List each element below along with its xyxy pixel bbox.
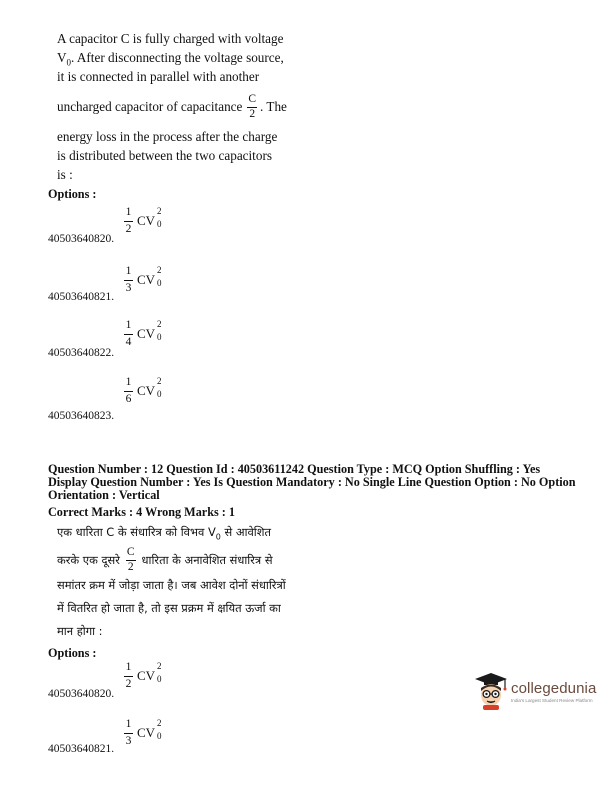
hindi-line-2: [57, 547, 273, 573]
option-fraction: [124, 719, 133, 747]
logo-name: collegedunia: [511, 679, 597, 697]
collegedunia-logo: [474, 672, 596, 710]
option-fraction-numerator: 1: [125, 376, 132, 388]
question-meta-line-1: Question Number : 12 Question Id : 40503611242 Question Type : MCQ Option Shuffling : Yes: [48, 462, 541, 476]
option-fraction-denominator: 3: [125, 734, 132, 747]
question-line-2: [57, 50, 284, 68]
option-expression-text: CV: [137, 272, 156, 287]
option-expression-text: CV: [137, 725, 156, 740]
option-id: 40503640822.: [48, 347, 115, 359]
option-subscript: 0: [157, 731, 162, 741]
option-superscript: 2: [157, 661, 162, 671]
question-line-3: it is connected in parallel with another: [57, 69, 260, 84]
option-fraction-numerator: 1: [125, 718, 132, 730]
option-superscript: 2: [157, 265, 162, 275]
question-line-4-end: . The: [260, 99, 287, 114]
question-line-4: [57, 94, 287, 120]
hindi-line-3: समांतर क्रम में जोड़ा जाता है। जब आवेश दोनों संधारित्रों: [57, 578, 286, 592]
hindi-fraction-denominator: 2: [127, 560, 134, 573]
fraction-denominator: 2: [249, 107, 256, 120]
question-meta-line-3: Orientation : Vertical: [48, 488, 160, 502]
logo-tagline: India's Largest Student Review Platform: [511, 697, 593, 703]
capacitance-fraction: [247, 94, 257, 120]
option-expression: [137, 206, 165, 229]
option-fraction-numerator: 1: [125, 265, 132, 277]
option-fraction-denominator: 2: [125, 677, 132, 690]
option-id: 40503640823.: [48, 410, 115, 422]
option-expression-text: CV: [137, 326, 156, 341]
option-expression: [137, 319, 165, 342]
marks-info: Correct Marks : 4 Wrong Marks : 1: [48, 505, 235, 519]
option-superscript: 2: [157, 376, 162, 386]
option-superscript: 2: [157, 319, 162, 329]
fraction-numerator: C: [248, 93, 257, 105]
option-expression-text: CV: [137, 668, 156, 683]
option-formula: [124, 266, 165, 294]
option-expression-text: CV: [137, 213, 156, 228]
question-line-7: is :: [57, 167, 73, 182]
option-formula: [124, 377, 165, 405]
question-line-5: energy loss in the process after the charge: [57, 129, 278, 144]
question-line-6: is distributed between the two capacitors: [57, 148, 272, 163]
question-line-4-text: uncharged capacitor of capacitance: [57, 99, 243, 114]
graduate-face-icon: [474, 672, 508, 710]
hindi-line-1-end: से आवेशित: [220, 525, 271, 539]
option-formula: [124, 719, 165, 747]
option-fraction-denominator: 6: [125, 392, 132, 405]
option-expression: [137, 265, 165, 288]
options-heading-2: Options :: [48, 646, 97, 660]
option-id: 40503640820.: [48, 688, 115, 700]
option-expression-text: CV: [137, 383, 156, 398]
options-heading: Options :: [48, 187, 97, 201]
option-formula: [124, 207, 165, 235]
option-fraction-denominator: 3: [125, 281, 132, 294]
hindi-line-1-text: एक धारिता C के संधारित्र को विभव V: [57, 525, 216, 539]
option-fraction-denominator: 2: [125, 222, 132, 235]
v-subscript: 0: [66, 57, 72, 68]
option-expression: [137, 718, 165, 741]
question-line-2-text: . After disconnecting the voltage source,: [71, 50, 284, 65]
hindi-line-2-text: करके एक दूसरे: [57, 552, 120, 567]
question-meta-line-2: Display Question Number : Yes Is Question Mandatory : No Single Line Question Option : No Option: [48, 475, 576, 489]
option-subscript: 0: [157, 278, 162, 288]
hindi-line-2-end: धारिता के अनावेशित संधारित्र से: [141, 552, 273, 567]
option-fraction: [124, 377, 133, 405]
option-fraction: [124, 662, 133, 690]
option-fraction-denominator: 4: [125, 335, 132, 348]
option-expression: [137, 376, 165, 399]
hindi-line-1: [57, 525, 271, 541]
hindi-fraction-numerator: C: [126, 546, 135, 558]
option-expression: [137, 661, 165, 684]
hindi-line-5: मान होगा :: [57, 624, 103, 638]
option-superscript: 2: [157, 718, 162, 728]
option-fraction: [124, 266, 133, 294]
option-subscript: 0: [157, 674, 162, 684]
hindi-line-4: में वितरित हो जाता है, तो इस प्रक्रम में क्षयित ऊर्जा का: [57, 601, 281, 615]
option-subscript: 0: [157, 389, 162, 399]
hindi-capacitance-fraction: [126, 547, 136, 573]
question-line-1: A capacitor C is fully charged with voltage: [57, 31, 284, 46]
option-formula: [124, 320, 165, 348]
option-fraction-numerator: 1: [125, 661, 132, 673]
hindi-v-subscript: 0: [215, 532, 221, 542]
option-fraction-numerator: 1: [125, 319, 132, 331]
option-fraction: [124, 207, 133, 235]
option-id: 40503640821.: [48, 291, 115, 303]
option-id: 40503640821.: [48, 743, 115, 755]
option-fraction-numerator: 1: [125, 206, 132, 218]
option-subscript: 0: [157, 219, 162, 229]
option-formula: [124, 662, 165, 690]
v-symbol: V: [57, 50, 67, 65]
option-superscript: 2: [157, 206, 162, 216]
option-id: 40503640820.: [48, 233, 115, 245]
option-fraction: [124, 320, 133, 348]
option-subscript: 0: [157, 332, 162, 342]
